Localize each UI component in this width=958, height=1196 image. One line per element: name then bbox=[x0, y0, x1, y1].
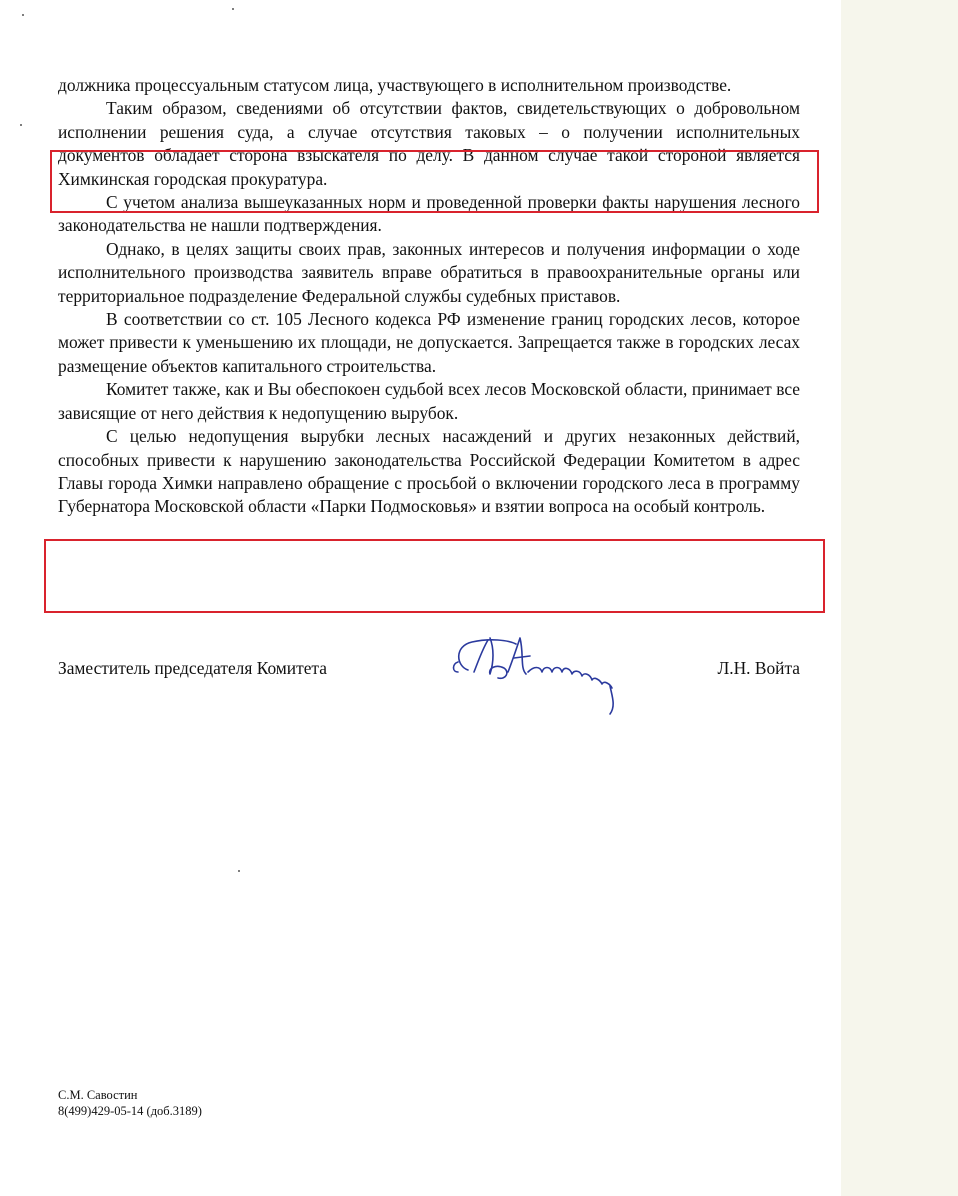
scan-speck bbox=[20, 124, 22, 126]
handwritten-signature bbox=[450, 628, 640, 723]
signature-row bbox=[58, 658, 800, 682]
highlight-box-prosecutor bbox=[50, 150, 819, 213]
paragraph-1: должника процессуальным статусом лица, участвующего в исполнительном производстве. bbox=[58, 75, 732, 95]
paragraph-2: Таким образом, сведениями об отсутствии фактов, свидетельствующих о добровольном исполнении решения суда, а случае отсутствия таковых – о получении исполнительных документов обладает сторона взыскателя по делу. В данном случае такой стороной является Химкинская городская прокуратура. bbox=[58, 98, 800, 189]
paragraph-7: С целью недопущения вырубки лесных насаждений и других незаконных действий, способных привести к нарушению законодательства Российской Федерации Комитетом в адрес Главы города Химки направлено обращение с просьбой о включении городского леса в программу Губернатора Московской области «Парки Подмосковья» и взятии вопроса на особый контроль. bbox=[58, 426, 800, 517]
scan-speck bbox=[232, 8, 234, 10]
paragraph-4: Однако, в целях защиты своих прав, законных интересов и получения информации о ходе исполнительного производства заявитель вправе обратиться в правоохранительные органы или территориальное подразделение Федеральной службы судебных приставов. bbox=[58, 238, 800, 306]
executor-name: С.М. Савостин bbox=[58, 1088, 138, 1102]
signer-position: Заместитель председателя Комитета bbox=[58, 658, 327, 678]
paragraph-3: С учетом анализа вышеуказанных норм и проведенной проверки факты нарушения лесного законодательства не нашли подтверждения. bbox=[58, 192, 800, 236]
executor-phone: 8(499)429-05-14 (доб.3189) bbox=[58, 1104, 202, 1118]
scan-speck bbox=[22, 14, 24, 16]
scan-margin-strip bbox=[841, 0, 958, 1196]
scan-speck bbox=[238, 870, 240, 872]
paragraph-6: Комитет также, как и Вы обеспокоен судьбой всех лесов Московской области, принимает все зависящие от него действия к недопущению вырубок. bbox=[58, 379, 800, 423]
paragraph-5: В соответствии со ст. 105 Лесного кодекса РФ изменение границ городских лесов, которое может привести к уменьшению их площади, не допускается. Запрещается также в городских лесах размещение объектов капитального строительства. bbox=[58, 309, 800, 376]
body-text-top bbox=[58, 74, 800, 519]
signer-name: Л.Н. Войта bbox=[717, 658, 800, 678]
highlight-box-appeal bbox=[44, 539, 825, 613]
executor-info bbox=[58, 1087, 202, 1119]
